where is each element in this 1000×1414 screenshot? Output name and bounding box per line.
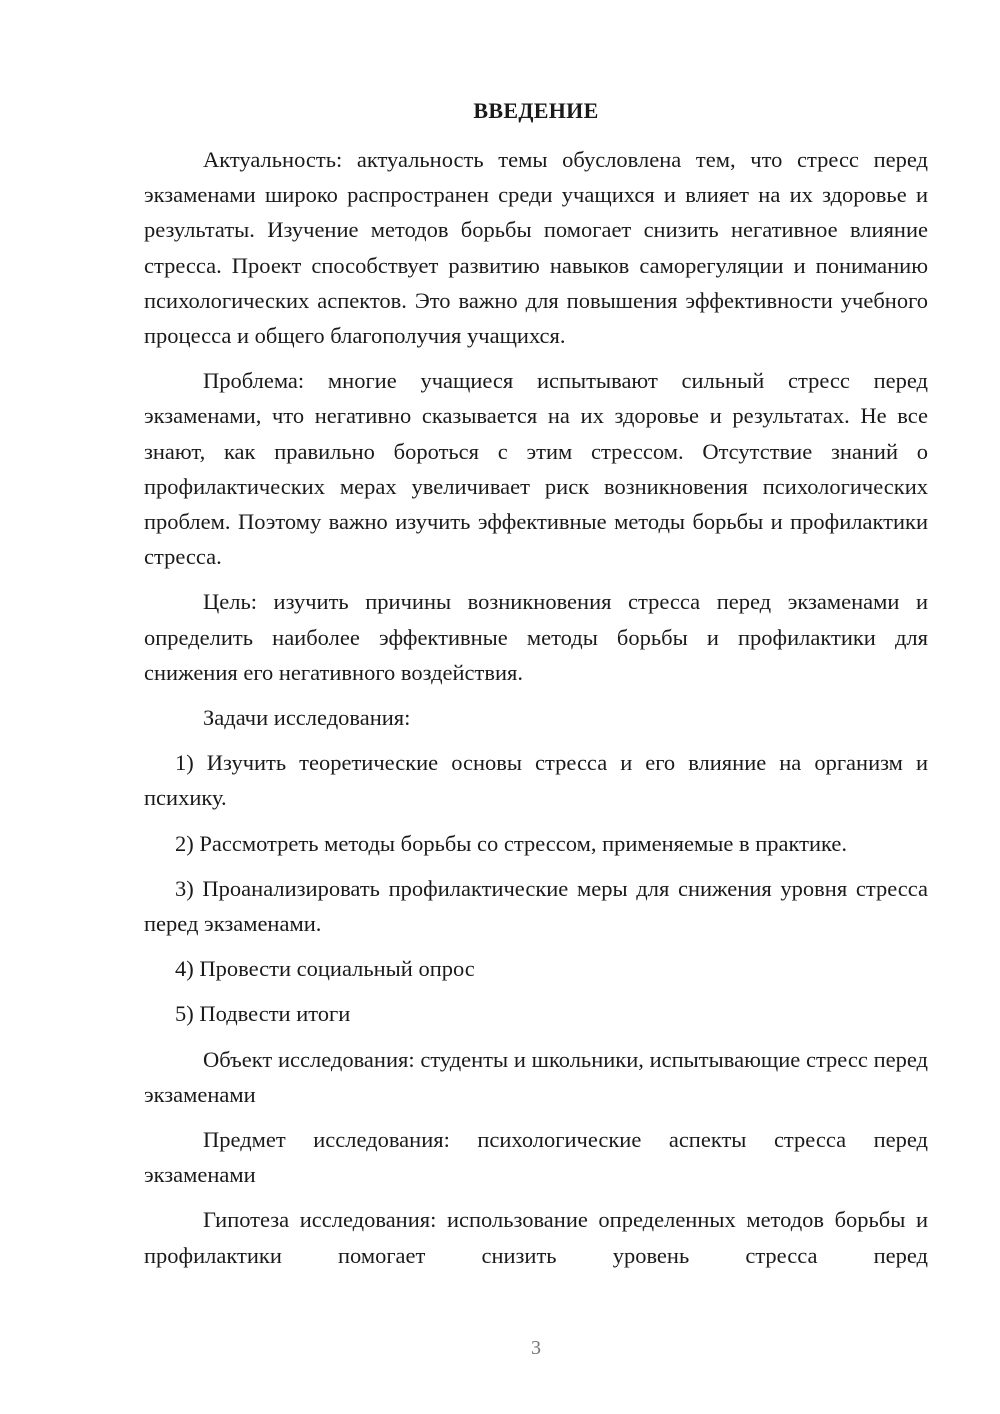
paragraph-tasks-heading: Задачи исследования: [203, 705, 411, 731]
paragraph-problem: Проблема: многие учащиеся испытывают сильный стресс перед экзаменами, что негативно сказывается на их здоровье и результатах. Не все знают, как правильно бороться с этим стрессом. Отсутствие знаний о профилактических мерах увеличивает риск возникновения психологических проблем. Поэтому важно изучить эффективные методы борьбы и профилактики стресса. [144, 368, 928, 570]
page-title: ВВЕДЕНИЕ [473, 98, 599, 123]
paragraph-goal: Цель: изучить причины возникновения стресса перед экзаменами и определить наиболее эффективные методы борьбы и профилактики для снижения его негативного воздействия. [144, 589, 928, 685]
paragraph-object: Объект исследования: студенты и школьники, испытывающие стресс перед экзаменами [144, 1046, 928, 1107]
page-number: 3 [531, 1337, 541, 1359]
list-item-task-5: 5) Подвести итоги [175, 1001, 351, 1027]
list-item-task-4: 4) Провести социальный опрос [175, 956, 475, 982]
document-body [144, 142, 928, 1283]
paragraph-hypothesis: Гипотеза исследования: использование определенных методов борьбы и профилактики помогает снизить уровень стресса перед [144, 1207, 928, 1268]
paragraph-subject: Предмет исследования: психологические аспекты стресса перед экзаменами [144, 1127, 928, 1188]
list-item-task-2: 2) Рассмотреть методы борьбы со стрессом, применяемые в практике. [175, 830, 848, 856]
list-item-task-1: 1) Изучить теоретические основы стресса и его влияние на организм и психику. [144, 750, 928, 811]
paragraph-relevance: Актуальность: актуальность темы обусловлена тем, что стресс перед экзаменами широко распространен среди учащихся и влияет на их здоровье и результаты. Изучение методов борьбы помогает снизить негативное влияние стресса. Проект способствует развитию навыков саморегуляции и пониманию психологических аспектов. Это важно для повышения эффективности учебного процесса и общего благополучия учащихся. [144, 147, 928, 349]
list-item-task-3: 3) Проанализировать профилактические меры для снижения уровня стресса перед экзаменами. [144, 875, 928, 937]
